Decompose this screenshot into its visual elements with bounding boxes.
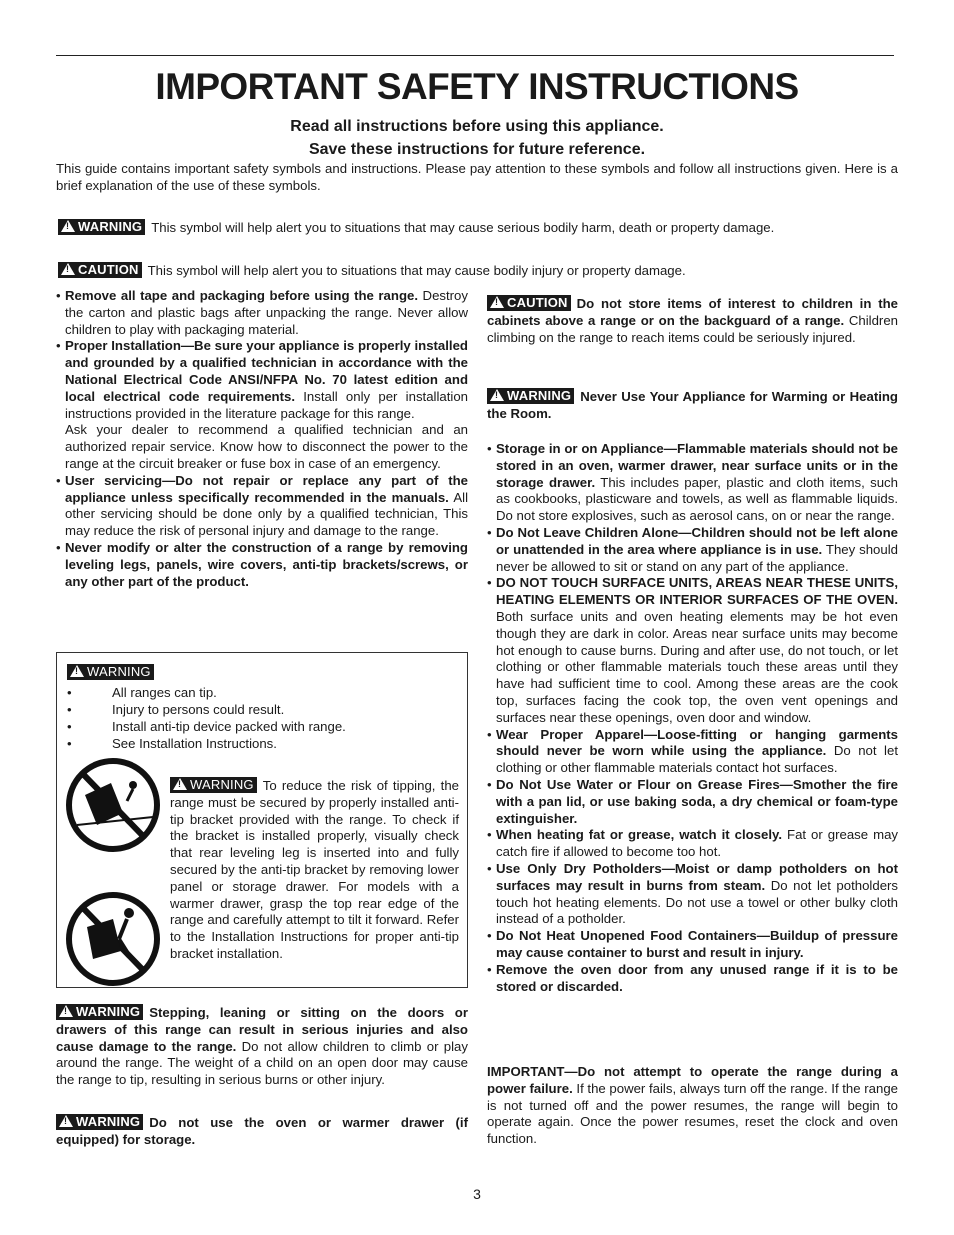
warming-warning: !WARNING Never Use Your Appliance for Warming or Heating the Room. (487, 388, 898, 423)
warning-symbol-row (58, 219, 898, 237)
list-item: • Never modify or alter the construction of a range by removing leveling legs, panels, wire covers, anti-tip brackets/screws, or any other part of the product. (56, 540, 468, 590)
warning-symbol-text: This symbol will help alert you to situations that may cause serious bodily harm, death or property damage. (151, 220, 775, 235)
alert-triangle-icon (59, 1115, 73, 1127)
warning-badge: !WARNING (56, 1114, 143, 1130)
alert-triangle-icon (61, 220, 75, 232)
storage-warning: !WARNING Do not use the oven or warmer drawer (if equipped) for storage. (56, 1114, 468, 1149)
right-column-list (487, 441, 898, 995)
intro-text: This guide contains important safety symbols and instructions. Please pay attention to these symbols and follow all instructions given. Here is a brief explanation of the use of these symbols. (56, 161, 898, 193)
list-item: • Storage in or on Appliance—Flammable materials should not be stored in an oven, warmer drawer, near surface units or in the storage drawer. This includes paper, plastic and cloth items, such as cookbooks, plasticware and towels, as well as flammable liquids. Do not store explosives, such as aerosol cans, on or near the range. (487, 441, 898, 525)
alert-triangle-icon (173, 778, 187, 790)
alert-triangle-icon (70, 665, 84, 677)
anti-tip-text: !WARNING To reduce the risk of tipping, the range must be secured by properly installed anti-tip bracket provided with the range. To check if the bracket is installed properly, visually check that rear leveling leg is inserted into and fully secured by the anti-tip bracket by removing lower panel or storage drawer. For models with a warmer drawer, grasp the top rear edge of the range and carefully attempt to tilt it forward. Refer to the Installation Instructions for proper anti-tip bracket installation. (170, 777, 459, 963)
alert-triangle-icon (490, 296, 504, 308)
top-rule (56, 55, 894, 56)
subtitle-save: Save these instructions for future reference. (308, 141, 646, 158)
list-item: • Injury to persons could result. (67, 702, 346, 719)
list-item: • Wear Proper Apparel—Loose-fitting or hanging garments should never be worn while using the appliance. Do not let clothing or other flammable materials contact hot surfaces. (487, 727, 898, 777)
list-item: • Remove all tape and packaging before using the range. Destroy the carton and plastic bags after unpacking the range. Never allow children to play with packaging material. (56, 288, 468, 338)
range-tipping-icon (63, 755, 163, 855)
stepping-warning: !WARNING Stepping, leaning or sitting on the doors or drawers of this range can result in serious injuries and also cause damage to the range. Do not allow children to climb or play around the range. The weight of a child on an open door may cause the range to tip, resulting in serious burns or other injury. (56, 1004, 468, 1089)
list-item: • Do Not Heat Unopened Food Containers—Buildup of pressure may cause container to burst and result in injury. (487, 928, 898, 962)
list-item: • See Installation Instructions. (67, 736, 346, 753)
warning-badge: !WARNING (170, 777, 257, 793)
left-column (56, 288, 468, 590)
list-item: • Install anti-tip device packed with range. (67, 719, 346, 736)
page-title: IMPORTANT SAFETY INSTRUCTIONS (155, 66, 799, 107)
warning-badge: !WARNING (58, 219, 145, 235)
anti-tip-warning-box (56, 652, 468, 988)
caution-children: !CAUTION Do not store items of interest to children in the cabinets above a range or on the backguard of a range. Children climbing on the range to reach items could be seriously injured. (487, 295, 898, 346)
list-item: • When heating fat or grease, watch it closely. Fat or grease may catch fire if allowed to become too hot. (487, 827, 898, 861)
page-number: 3 (473, 1186, 481, 1202)
list-item: • Proper Installation—Be sure your appliance is properly installed and grounded by a qualified technician in accordance with the National Electrical Code ANSI/NFPA No. 70 latest edition and local electrical code requirements. Install only per installation instructions provided in the literature package for this range. Ask your dealer to recommend a qualified technician and an authorized repair service. Know how to disconnect the power to the range at the circuit breaker or fuse box in case of an emergency. (56, 338, 468, 472)
list-item: • Remove the oven door from any unused range if it is to be stored or discarded. (487, 962, 898, 996)
warning-badge: !WARNING (67, 664, 154, 680)
caution-symbol-text: This symbol will help alert you to situations that may cause bodily injury or property damage. (147, 263, 686, 278)
list-item: • DO NOT TOUCH SURFACE UNITS, AREAS NEAR THESE UNITS, HEATING ELEMENTS OR INTERIOR SURFACES OF THE OVEN. Both surface units and oven heating elements may be hot even though they are dark in color. Areas near surface units may become hot enough to cause burns. During and after use, do not touch, or let clothing or other flammable materials touch these areas until they have had sufficient time to cool. Among these areas are the cook top, surfaces facing the cook top, the oven vent openings and surfaces near these openings, oven door and window. (487, 575, 898, 726)
list-item: • Use Only Dry Potholders—Moist or damp potholders on hot surfaces may result in burns from steam. Do not let potholders touch hot heating elements. Do not use a towel or other bulky cloth instead of a potholder. (487, 861, 898, 928)
list-item: • All ranges can tip. (67, 685, 346, 702)
alert-triangle-icon (61, 263, 75, 275)
list-item: • User servicing—Do not repair or replace any part of the appliance unless specifically recommended in the manuals. All other servicing should be done only by a qualified technician, This may reduce the risk of personal injury and damage to the range. (56, 473, 468, 540)
caution-symbol-row (58, 262, 898, 280)
subtitle-read: Read all instructions before using this appliance. (290, 118, 664, 135)
warning-badge: !WARNING (56, 1004, 143, 1020)
list-item: • Do Not Use Water or Flour on Grease Fires—Smother the fire with a pan lid, or use baking soda, a dry chemical or foam-type extinguisher. (487, 777, 898, 827)
caution-badge: !CAUTION (487, 295, 571, 311)
important-note: IMPORTANT—Do not attempt to operate the range during a power failure. If the power fails, always turn off the range. If the range is not turned off and the power resumes, the range will begin to operate again. Once the power resumes, reset the clock and oven function. (487, 1064, 898, 1147)
caution-badge: !CAUTION (58, 262, 142, 278)
warning-badge: !WARNING (487, 388, 574, 404)
child-on-door-icon (63, 889, 163, 989)
alert-triangle-icon (59, 1005, 73, 1017)
box-bullets (67, 685, 346, 753)
list-item: • Do Not Leave Children Alone—Children should not be left alone or unattended in the area where appliance is in use. They should never be allowed to sit or stand on any part of the appliance. (487, 525, 898, 575)
alert-triangle-icon (490, 389, 504, 401)
